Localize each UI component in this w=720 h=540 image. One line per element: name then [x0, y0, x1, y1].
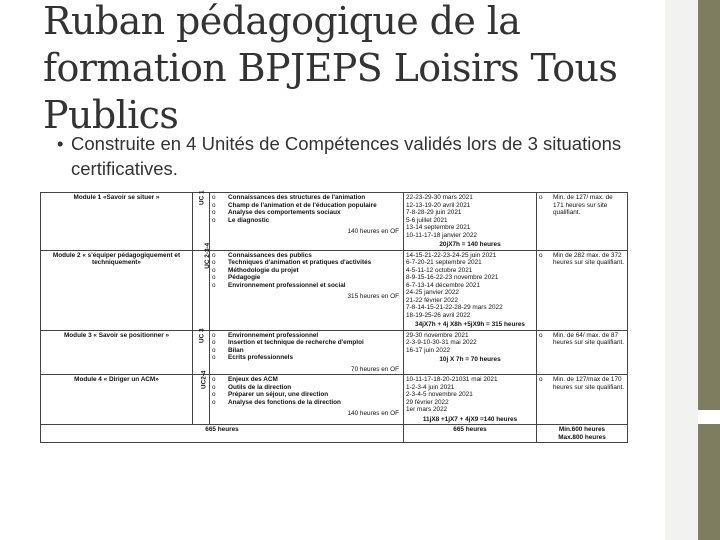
date-item: 8-9-15-16-22-23 novembre 2021 [406, 274, 499, 281]
uc-label: UC 1 [198, 190, 206, 206]
dates-total: 34jX7h + 4j X8h +5jX9h = 315 heures [415, 321, 525, 328]
total-hours-left: 665 heures [41, 425, 404, 443]
dates-total: 11jX8 +1jX7 + 4jX9 =140 heures [422, 415, 518, 423]
total-hours-mid: 665 heures [404, 425, 537, 443]
competence-text: Le diagnostic [228, 216, 270, 224]
competence-item [212, 209, 401, 217]
competence-text: Techniques d'animation et pratiques d'activités [228, 259, 372, 266]
minmax-text: Min de 282 max. de 372 heures sur site qualifiant. [553, 251, 625, 266]
date-item: 7-8-28-29 juin 2021 [406, 209, 462, 216]
date-item: 2-3-4-5 novembre 2021 [406, 391, 473, 398]
competence-text: Outils de la direction [228, 383, 292, 391]
module-row [41, 375, 628, 425]
hours-of: 315 heures en OF [347, 293, 399, 300]
module-name: Module 2 « s'équiper pédagogiquement et techniquement» [41, 250, 193, 330]
module-name: Module 4 « Diriger un ACM» [41, 375, 193, 425]
uc-label: UC2-4 [200, 370, 208, 389]
bullet-icon: o [212, 194, 216, 201]
minmax-cell [537, 193, 628, 251]
competence-item [212, 391, 401, 399]
date-item: 29 février 2022 [406, 398, 449, 406]
dates-cell [404, 375, 537, 425]
bullet-icon: o [212, 209, 216, 216]
uc-label-cell [193, 327, 210, 375]
competences-cell [210, 193, 404, 251]
dates-cell [404, 330, 537, 375]
competence-item [212, 399, 401, 407]
bullet-icon: o [212, 391, 216, 398]
bullet-icon: o [212, 216, 216, 224]
minmax-cell [537, 330, 628, 375]
slide-title: Ruban pédagogique de la formation BPJEPS Loisirs Tous Publics [43, 0, 618, 137]
total-min: Min.600 heures [558, 426, 606, 433]
date-item: 21-22 février 2022 [406, 296, 458, 304]
date-item: 1er mars 2022 [406, 406, 448, 413]
dates-total: 20jX7h = 140 heures [439, 241, 501, 248]
minmax-item [539, 194, 625, 217]
bullet-icon: o [212, 201, 216, 209]
hours-of: 140 heures en OF [347, 410, 399, 417]
competence-text: Connaissances des publics [228, 251, 312, 259]
competences-cell [210, 330, 404, 375]
bullet-text: Construite en 4 Unités de Compétences validés lors de 3 situations certificatives. [71, 133, 622, 179]
competence-item [212, 376, 401, 384]
hours-of: 70 heures en OF [351, 365, 399, 373]
minmax-text: Min. de 64/ max. de 87 heures sur site qualifiant. [553, 331, 625, 346]
competence-item [212, 217, 401, 225]
bullet-icon: o [212, 251, 216, 259]
bullet-icon: o [539, 251, 543, 259]
date-item: 10-11-17-18 janvier 2022 [406, 231, 477, 239]
uc-label-cell [193, 242, 212, 330]
date-item: 18-19-25-26 avril 2022 [406, 311, 471, 319]
competence-item [212, 259, 401, 267]
competence-text: Méthodologie du projet [228, 266, 299, 274]
date-item: 29-30 novembre 2021 [406, 331, 469, 339]
date-item: 2-3-9-10-30-31 mai 2022 [406, 339, 477, 346]
competences-cell [210, 250, 404, 330]
competence-text: Insertion et technique de recherche d'emploi [228, 339, 364, 346]
module-row [41, 250, 628, 330]
competence-item [212, 267, 401, 275]
bullet-icon: o [539, 331, 543, 339]
competence-item [212, 354, 401, 362]
competence-item [212, 252, 401, 260]
total-minmax [537, 425, 628, 443]
date-item: 12-13-19-20 avril 2021 [406, 201, 471, 209]
date-item: 10-11-17-18-20-21031 mai 2021 [406, 376, 498, 383]
competence-text: Analyse des comportements sociaux [228, 209, 341, 216]
competence-text: Ecrits professionnels [228, 354, 293, 361]
date-item: 16-17 juin 2022 [406, 346, 451, 354]
module-name: Module 3 « Savoir se positionner » [41, 330, 193, 375]
dates-cell [404, 193, 537, 251]
bullet-icon: o [212, 274, 216, 281]
uc-label-cell [193, 370, 210, 425]
minmax-item [539, 376, 625, 391]
competence-item [212, 202, 401, 210]
slide-accent-gap [698, 410, 720, 424]
date-item: 14-15-21-22-23-24-25 juin 2021 [406, 251, 497, 259]
totals-row [41, 425, 628, 443]
competence-item [212, 282, 401, 290]
minmax-cell [537, 250, 628, 330]
competence-text: Environnement professionnel et social [228, 281, 346, 289]
total-max: Max.800 heures [558, 433, 606, 441]
bullet-icon: o [539, 194, 543, 201]
bullet-icon: o [212, 281, 216, 289]
module-name: Module 1 «Savoir se situer » [41, 193, 193, 251]
bullet-icon: o [212, 331, 216, 339]
uc-label: UC 3 [198, 327, 206, 343]
competence-item [212, 347, 401, 355]
bullet-icon: o [212, 398, 216, 406]
minmax-cell [537, 375, 628, 425]
competence-item [212, 339, 401, 347]
bullet-icon: o [212, 339, 216, 346]
uc-label-cell [193, 190, 210, 251]
competence-item [212, 332, 401, 340]
date-item: 5-6 juillet 2021 [406, 216, 448, 224]
competence-text: Enjeux des ACM [228, 376, 278, 383]
bullet-icon: o [212, 266, 216, 274]
bullet-icon: o [212, 354, 216, 361]
dates-total: 10j X 7h = 70 heures [439, 356, 501, 363]
date-item: 6-7-13-14 décembre 2021 [406, 281, 480, 289]
date-item: 24-25 janvier 2022 [406, 289, 459, 296]
bullet-icon: o [212, 383, 216, 391]
date-item: 13-14 septembre 2021 [406, 224, 471, 231]
minmax-text: Min. de 127/max de 170 heures sur site qualifiant. [553, 376, 625, 391]
minmax-item [539, 332, 625, 347]
competence-text: Pédagogie [228, 274, 261, 281]
minmax-item [539, 252, 625, 267]
dates-cell [404, 250, 537, 330]
module-row [41, 193, 628, 251]
competence-item [212, 194, 401, 202]
bullet-icon: o [539, 376, 543, 383]
uc-label: UC 2-3-4 [204, 242, 212, 269]
competence-item [212, 274, 401, 282]
date-item: 7-8-14-15-21-22-28-29 mars 2022 [406, 304, 503, 311]
hours-of: 140 heures en OF [347, 228, 399, 235]
bullet-marker: • [57, 133, 64, 154]
bullet-icon: o [212, 346, 216, 354]
competences-cell [210, 375, 404, 425]
competence-text: Connaissances des structures de l'animation [228, 194, 366, 201]
competence-text: Environnement professionnel [228, 331, 319, 339]
slide-accent-stripe [698, 0, 720, 540]
date-item: 6-7-20-21 septembre 2021 [406, 259, 482, 266]
module-row [41, 330, 628, 375]
bullet-icon: o [212, 259, 216, 266]
date-item: 1-2-3-4 juin 2021 [406, 383, 455, 391]
competence-text: Analyse des fonctions de la direction [228, 398, 341, 406]
date-item: 4-5-11-12 octobre 2021 [406, 266, 473, 274]
date-item: 22-23-29-30 mars 2021 [406, 194, 473, 201]
minmax-text: Min. de 127/ max. de 171 heures sur site qualifiant. [553, 194, 613, 216]
competence-text: Préparer un séjour, une direction [228, 391, 329, 398]
competence-text: Champ de l'animation et de l'éducation populaire [228, 201, 377, 209]
bullet-icon: o [212, 376, 216, 383]
ruban-table-body [41, 190, 628, 425]
competence-text: Bilan [228, 346, 244, 354]
competence-item [212, 384, 401, 392]
ruban-table [40, 192, 628, 443]
